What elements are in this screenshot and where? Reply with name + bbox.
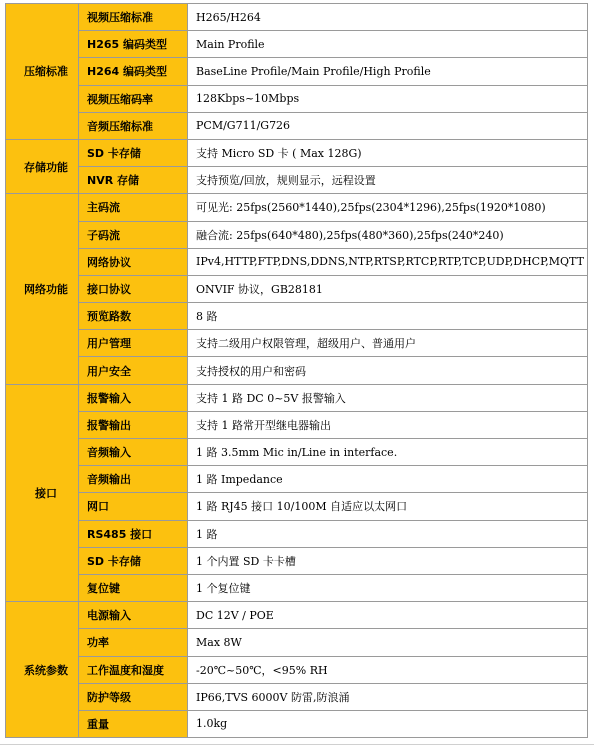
spec-value: Main Profile [188,31,588,58]
spec-value: PCM/G711/G726 [188,112,588,139]
category-cell: 压缩标准 [6,4,79,140]
spec-label: 网口 [79,493,188,520]
spec-value: 支持 1 路常开型继电器输出 [188,411,588,438]
spec-value: 1 路 3.5mm Mic in/Line in interface. [188,439,588,466]
spec-value: 1 个内置 SD 卡卡槽 [188,547,588,574]
spec-label: 报警输出 [79,411,188,438]
table-row [6,4,588,31]
spec-label: 网络协议 [79,248,188,275]
spec-value: ONVIF 协议，GB28181 [188,275,588,302]
spec-label: 视频压缩标准 [79,4,188,31]
spec-label: SD 卡存储 [79,547,188,574]
table-row [6,547,588,574]
spec-value: 支持预览/回放，规则显示，远程设置 [188,167,588,194]
spec-value: DC 12V / POE [188,602,588,629]
table-row [6,656,588,683]
spec-value: 支持二级用户权限管理，超级用户、普通用户 [188,330,588,357]
spec-label: SD 卡存储 [79,139,188,166]
spec-label: 音频压缩标准 [79,112,188,139]
table-row [6,683,588,710]
spec-value: IPv4,HTTP,FTP,DNS,DDNS,NTP,RTSP,RTCP,RTP,TCP,UDP,DHCP,MQTT [188,248,588,275]
table-row [6,411,588,438]
spec-value: 支持授权的用户和密码 [188,357,588,384]
table-row [6,194,588,221]
spec-label: RS485 接口 [79,520,188,547]
table-row [6,303,588,330]
spec-label: 复位键 [79,574,188,601]
table-row [6,629,588,656]
spec-label: 报警输入 [79,384,188,411]
spec-label: 用户管理 [79,330,188,357]
table-row [6,384,588,411]
spec-value: BaseLine Profile/Main Profile/High Profile [188,58,588,85]
table-row [6,221,588,248]
table-row [6,85,588,112]
category-cell: 系统参数 [6,602,79,738]
spec-value: 8 路 [188,303,588,330]
table-row [6,574,588,601]
spec-value: 1 路 Impedance [188,466,588,493]
table-row [6,248,588,275]
spec-label: NVR 存储 [79,167,188,194]
table-row [6,466,588,493]
spec-value: H265/H264 [188,4,588,31]
category-cell: 存储功能 [6,139,79,193]
spec-value: 1 路 [188,520,588,547]
table-row [6,357,588,384]
table-row [6,31,588,58]
spec-value: IP66,TVS 6000V 防雷,防浪涌 [188,683,588,710]
spec-value: Max 8W [188,629,588,656]
spec-label: 主码流 [79,194,188,221]
spec-label: 防护等级 [79,683,188,710]
spec-label: 视频压缩码率 [79,85,188,112]
spec-label: 工作温度和湿度 [79,656,188,683]
spec-label: H264 编码类型 [79,58,188,85]
table-row [6,710,588,737]
table-row [6,330,588,357]
spec-value: 支持 Micro SD 卡 ( Max 128G) [188,139,588,166]
spec-label: 重量 [79,710,188,737]
spec-label: 预览路数 [79,303,188,330]
table-row [6,439,588,466]
spec-value: -20℃~50℃，<95% RH [188,656,588,683]
spec-value: 可见光: 25fps(2560*1440),25fps(2304*1296),25fps(1920*1080) [188,194,588,221]
spec-value: 128Kbps~10Mbps [188,85,588,112]
table-row [6,520,588,547]
spec-label: 用户安全 [79,357,188,384]
spec-value: 1 路 RJ45 接口 10/100M 自适应以太网口 [188,493,588,520]
table-row [6,493,588,520]
category-cell: 网络功能 [6,194,79,384]
spec-table-body [6,4,588,738]
bottom-divider [0,744,594,745]
spec-value: 融合流: 25fps(640*480),25fps(480*360),25fps(240*240) [188,221,588,248]
spec-value: 支持 1 路 DC 0~5V 报警输入 [188,384,588,411]
spec-label: H265 编码类型 [79,31,188,58]
table-row [6,275,588,302]
spec-label: 子码流 [79,221,188,248]
spec-value: 1 个复位键 [188,574,588,601]
spec-label: 功率 [79,629,188,656]
spec-label: 音频输出 [79,466,188,493]
spec-table [5,3,588,738]
table-row [6,139,588,166]
spec-label: 接口协议 [79,275,188,302]
spec-label: 音频输入 [79,439,188,466]
table-row [6,112,588,139]
table-row [6,167,588,194]
table-row [6,58,588,85]
table-row [6,602,588,629]
spec-label: 电源输入 [79,602,188,629]
spec-value: 1.0kg [188,710,588,737]
category-cell: 接口 [6,384,79,602]
